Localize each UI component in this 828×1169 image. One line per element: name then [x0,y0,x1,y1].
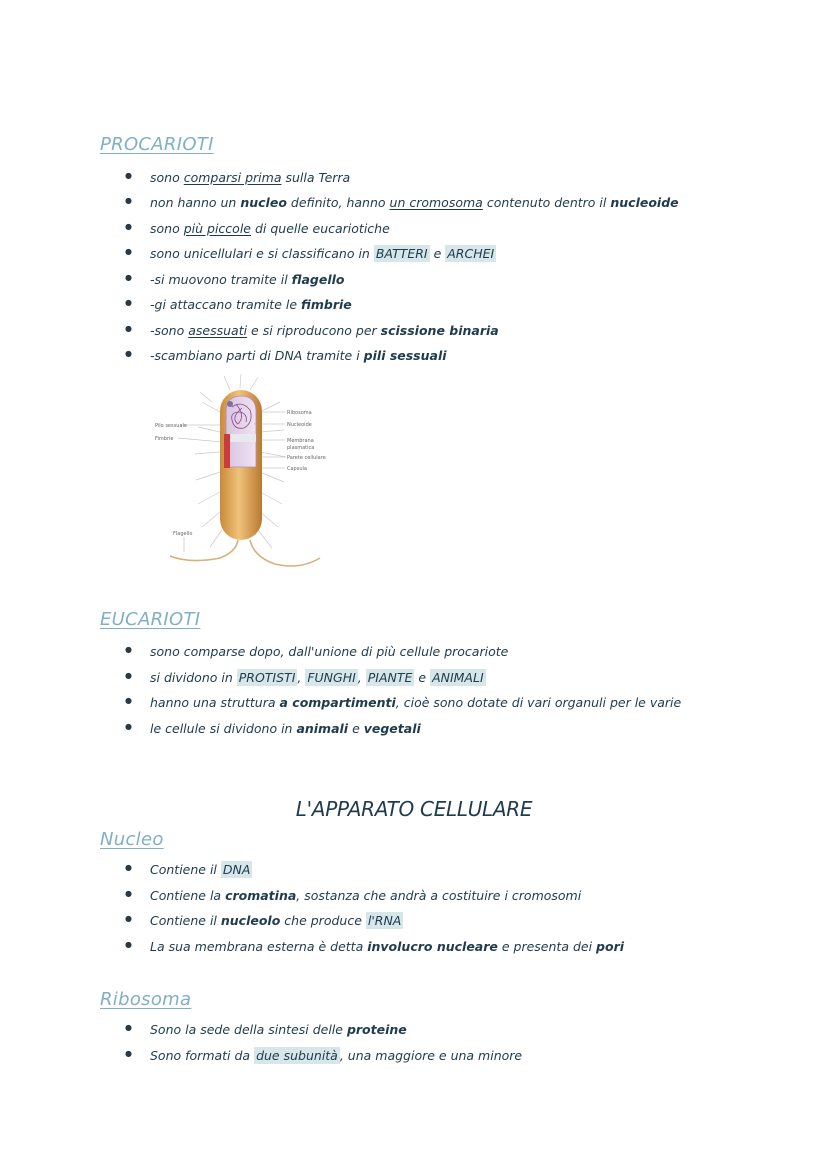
list-item: ● hanno una struttura a compartimenti, cioè sono dotate di vari organuli per le varie [150,695,681,710]
list-item: ● sono più piccole di quelle eucariotiche [150,221,390,236]
nucleo-heading: Nucleo [100,829,164,850]
list-item: ● Contiene il DNA [150,862,252,877]
ribosoma-heading: Ribosoma [100,989,192,1010]
label-nucleoide: Nucleoide [287,422,312,428]
label-flagello: Flagello [173,531,193,537]
list-item: ● le cellule si dividono in animali e vegetali [150,721,421,736]
ribosome-dot [227,401,233,407]
list-item: ● Sono la sede della sintesi delle proteine [150,1022,407,1037]
list-item: ● Contiene la cromatina, sostanza che andrà a costituire i cromosomi [150,888,581,903]
list-item: ● -si muovono tramite il flagello [150,272,345,287]
label-plasmatica: plasmatica [287,445,315,451]
list-item: ● Contiene il nucleolo che produce l'RNA [150,913,403,928]
list-item: ● sono comparsi prima sulla Terra [150,170,350,185]
label-membrana: Membrana [287,438,314,444]
list-item: ● La sua membrana esterna è detta involucro nucleare e presenta dei pori [150,939,624,954]
label-ribosoma: Ribosoma [287,410,312,416]
list-item: ● sono unicellulari e si classificano in BATTERI e ARCHEI [150,246,496,261]
procarioti-heading: PROCARIOTI [100,134,214,155]
list-item: ● non hanno un nucleo definito, hanno un cromosoma contenuto dentro il nucleoide [150,195,679,210]
list-item: ● -scambiano parti di DNA tramite i pili sessuali [150,348,447,363]
list-item: ● si dividono in PROTISTI , FUNGHI , PIANTE e ANIMALI [150,670,486,685]
list-item: ● -sono asessuati e si riproducono per scissione binaria [150,323,499,338]
label-fimbrie: Fimbrie [155,436,174,442]
list-item: ● sono comparse dopo, dall'unione di più cellule procariote [150,644,508,659]
list-item: ● -gi attaccano tramite le fimbrie [150,297,352,312]
bacterium-illustration [150,372,335,572]
apparato-title: L'APPARATO CELLULARE [295,797,533,821]
eucarioti-heading: EUCARIOTI [100,609,201,630]
label-pili: Pilo sessuale [155,423,187,429]
flagellum [170,540,320,566]
label-capsula: Capsula [287,466,307,472]
label-parete: Parete cellulare [287,455,326,461]
list-item: ● Sono formati da due subunità , una maggiore e una minore [150,1048,522,1063]
